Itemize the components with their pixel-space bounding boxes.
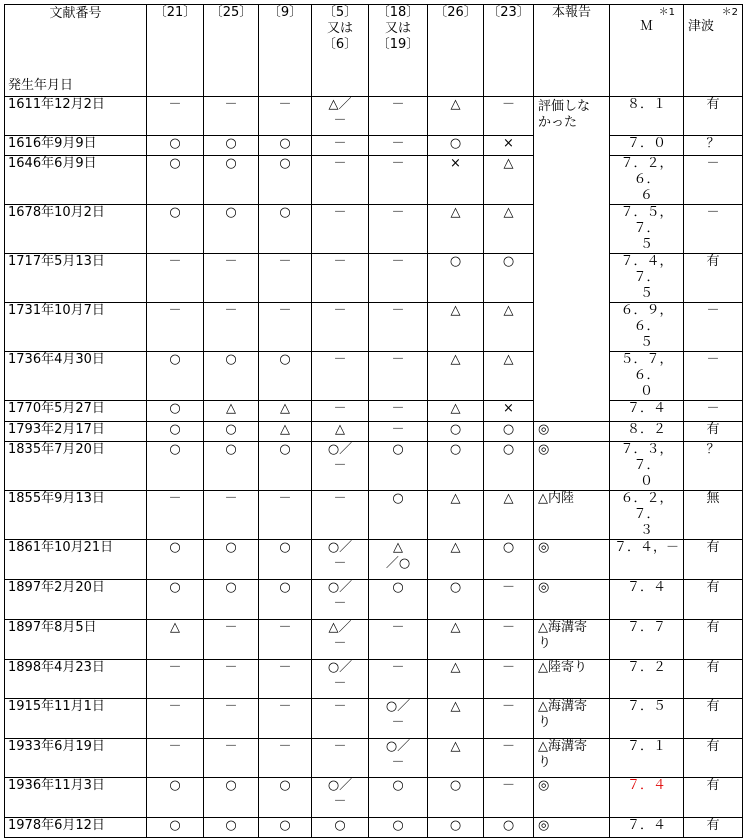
ref-cell-6: ○ bbox=[428, 422, 484, 442]
report-header: 本報告 bbox=[534, 5, 610, 97]
table-row bbox=[5, 254, 743, 303]
tsunami-cell: 有 bbox=[684, 97, 743, 136]
table-row bbox=[5, 401, 743, 422]
doc-date-header bbox=[5, 5, 147, 97]
magnitude-cell: ８．１ bbox=[610, 97, 684, 136]
ref-cell-3: ○ bbox=[259, 580, 312, 620]
tsunami-cell: 有 bbox=[684, 818, 743, 838]
ref-header-4: 〔5〕 又は 〔6〕 bbox=[312, 5, 369, 97]
tsunami-cell: 有 bbox=[684, 660, 743, 699]
table-row bbox=[5, 205, 743, 254]
ref-cell-1: － bbox=[147, 739, 204, 778]
magnitude-label: Ｍ bbox=[639, 19, 653, 34]
ref-cell-3: ○ bbox=[259, 136, 312, 156]
ref-cell-7: ○ bbox=[484, 442, 534, 491]
ref-cell-1: ○ bbox=[147, 401, 204, 422]
ref-cell-7: △ bbox=[484, 491, 534, 540]
ref-cell-3: △ bbox=[259, 401, 312, 422]
ref-cell-4: ○／ － bbox=[312, 580, 369, 620]
tsunami-cell: 無 bbox=[684, 491, 743, 540]
ref-cell-2: ○ bbox=[204, 540, 259, 580]
ref-cell-3: － bbox=[259, 491, 312, 540]
report-cell: △海溝寄 り bbox=[534, 699, 610, 739]
ref-cell-1: ○ bbox=[147, 136, 204, 156]
report-cell: ◎ bbox=[534, 540, 610, 580]
table-row bbox=[5, 156, 743, 205]
ref-cell-1: － bbox=[147, 699, 204, 739]
ref-cell-2: ○ bbox=[204, 205, 259, 254]
ref-cell-6: △ bbox=[428, 205, 484, 254]
ref-header-2: 〔25〕 bbox=[204, 5, 259, 97]
ref-cell-1: － bbox=[147, 97, 204, 136]
ref-cell-1: ○ bbox=[147, 580, 204, 620]
ref-cell-6: △ bbox=[428, 401, 484, 422]
ref-cell-7: － bbox=[484, 97, 534, 136]
ref-cell-4: － bbox=[312, 136, 369, 156]
table-row bbox=[5, 303, 743, 352]
magnitude-cell: ７．３，７． ０ bbox=[610, 442, 684, 491]
ref-header-3: 〔9〕 bbox=[259, 5, 312, 97]
tsunami-cell: ？ bbox=[684, 136, 743, 156]
table-row bbox=[5, 620, 743, 660]
ref-cell-1: ○ bbox=[147, 422, 204, 442]
ref-cell-5: － bbox=[369, 660, 428, 699]
ref-cell-4: ○ bbox=[312, 818, 369, 838]
date-cell: 1933年6月19日 bbox=[5, 739, 147, 778]
ref-cell-5: － bbox=[369, 136, 428, 156]
ref-cell-5: － bbox=[369, 156, 428, 205]
table-row bbox=[5, 580, 743, 620]
ref-cell-6: ○ bbox=[428, 442, 484, 491]
ref-cell-6: ○ bbox=[428, 778, 484, 818]
ref-cell-2: － bbox=[204, 699, 259, 739]
ref-cell-6: ○ bbox=[428, 818, 484, 838]
report-cell-merged: 評価しな かった bbox=[534, 97, 610, 422]
tsunami-cell: － bbox=[684, 205, 743, 254]
table-row bbox=[5, 699, 743, 739]
ref-cell-2: ○ bbox=[204, 442, 259, 491]
ref-cell-5: ○／ － bbox=[369, 699, 428, 739]
magnitude-cell: ７．２ bbox=[610, 660, 684, 699]
ref-cell-7: △ bbox=[484, 156, 534, 205]
table-row bbox=[5, 818, 743, 838]
magnitude-cell: ７．５，７． ５ bbox=[610, 205, 684, 254]
date-cell: 1646年6月9日 bbox=[5, 156, 147, 205]
ref-cell-1: ○ bbox=[147, 352, 204, 401]
ref-cell-3: ○ bbox=[259, 205, 312, 254]
tsunami-header bbox=[684, 5, 743, 97]
ref-cell-5: － bbox=[369, 422, 428, 442]
ref-cell-7: － bbox=[484, 580, 534, 620]
report-cell: △内陸 bbox=[534, 491, 610, 540]
tsunami-cell: － bbox=[684, 352, 743, 401]
ref-cell-4: ○／ － bbox=[312, 778, 369, 818]
ref-header-6: 〔26〕 bbox=[428, 5, 484, 97]
ref-cell-5: ○ bbox=[369, 491, 428, 540]
tsunami-cell: 有 bbox=[684, 620, 743, 660]
ref-cell-6: △ bbox=[428, 540, 484, 580]
magnitude-cell: ５．７，６． ０ bbox=[610, 352, 684, 401]
ref-cell-6: ○ bbox=[428, 136, 484, 156]
ref-cell-4: ○／ － bbox=[312, 660, 369, 699]
date-cell: 1731年10月7日 bbox=[5, 303, 147, 352]
tsunami-cell: 有 bbox=[684, 540, 743, 580]
ref-cell-5: － bbox=[369, 97, 428, 136]
ref-cell-7: △ bbox=[484, 205, 534, 254]
ref-cell-4: △ bbox=[312, 422, 369, 442]
ref-cell-6: △ bbox=[428, 97, 484, 136]
ref-cell-5: － bbox=[369, 205, 428, 254]
magnitude-cell: ７．１ bbox=[610, 739, 684, 778]
magnitude-cell: ７．２，６． ６ bbox=[610, 156, 684, 205]
table-row bbox=[5, 491, 743, 540]
ref-cell-7: △ bbox=[484, 303, 534, 352]
table-row bbox=[5, 136, 743, 156]
ref-cell-1: － bbox=[147, 660, 204, 699]
tsunami-cell: 有 bbox=[684, 422, 743, 442]
magnitude-cell: ７．４ bbox=[610, 401, 684, 422]
ref-header-1: 〔21〕 bbox=[147, 5, 204, 97]
ref-cell-5: － bbox=[369, 254, 428, 303]
ref-cell-6: △ bbox=[428, 620, 484, 660]
ref-cell-5: △ ／○ bbox=[369, 540, 428, 580]
ref-cell-6: △ bbox=[428, 491, 484, 540]
tsunami-cell: － bbox=[684, 156, 743, 205]
ref-cell-3: － bbox=[259, 660, 312, 699]
ref-cell-2: － bbox=[204, 620, 259, 660]
ref-cell-2: ○ bbox=[204, 422, 259, 442]
date-cell: 1717年5月13日 bbox=[5, 254, 147, 303]
magnitude-cell: ７．４，－ bbox=[610, 540, 684, 580]
ref-cell-6: △ bbox=[428, 699, 484, 739]
tsunami-cell: 有 bbox=[684, 580, 743, 620]
ref-cell-5: － bbox=[369, 303, 428, 352]
magnitude-cell: ６．９，６． ５ bbox=[610, 303, 684, 352]
table-row bbox=[5, 352, 743, 401]
ref-header-7: 〔23〕 bbox=[484, 5, 534, 97]
earthquake-table bbox=[4, 4, 743, 838]
magnitude-cell: ７．４ bbox=[610, 818, 684, 838]
ref-cell-3: － bbox=[259, 254, 312, 303]
ref-cell-2: ○ bbox=[204, 352, 259, 401]
tsunami-cell: 有 bbox=[684, 699, 743, 739]
date-cell: 1736年4月30日 bbox=[5, 352, 147, 401]
ref-cell-7: － bbox=[484, 620, 534, 660]
ref-cell-1: ○ bbox=[147, 540, 204, 580]
table-row bbox=[5, 660, 743, 699]
date-cell: 1897年2月20日 bbox=[5, 580, 147, 620]
ref-cell-5: ○ bbox=[369, 778, 428, 818]
table-row bbox=[5, 422, 743, 442]
report-cell: △陸寄り bbox=[534, 660, 610, 699]
date-cell: 1855年9月13日 bbox=[5, 491, 147, 540]
ref-cell-1: ○ bbox=[147, 778, 204, 818]
ref-cell-3: ○ bbox=[259, 352, 312, 401]
ref-cell-7: ○ bbox=[484, 422, 534, 442]
ref-cell-4: － bbox=[312, 739, 369, 778]
ref-cell-7: △ bbox=[484, 352, 534, 401]
date-cell: 1678年10月2日 bbox=[5, 205, 147, 254]
tsunami-cell: － bbox=[684, 401, 743, 422]
ref-cell-4: － bbox=[312, 352, 369, 401]
ref-cell-2: － bbox=[204, 491, 259, 540]
date-cell: 1898年4月23日 bbox=[5, 660, 147, 699]
report-cell: ◎ bbox=[534, 442, 610, 491]
ref-cell-7: ○ bbox=[484, 254, 534, 303]
ref-cell-7: － bbox=[484, 739, 534, 778]
ref-cell-2: － bbox=[204, 660, 259, 699]
report-cell: ◎ bbox=[534, 422, 610, 442]
ref-cell-2: △ bbox=[204, 401, 259, 422]
ref-cell-3: ○ bbox=[259, 540, 312, 580]
ref-cell-3: △ bbox=[259, 422, 312, 442]
ref-cell-4: － bbox=[312, 205, 369, 254]
ref-cell-4: △／ － bbox=[312, 620, 369, 660]
date-cell: 1770年5月27日 bbox=[5, 401, 147, 422]
table-row bbox=[5, 97, 743, 136]
date-cell: 1897年8月5日 bbox=[5, 620, 147, 660]
report-cell: ◎ bbox=[534, 778, 610, 818]
ref-cell-5: － bbox=[369, 401, 428, 422]
ref-cell-1: ○ bbox=[147, 156, 204, 205]
ref-header-5: 〔18〕 又は 〔19〕 bbox=[369, 5, 428, 97]
table-row bbox=[5, 739, 743, 778]
ref-cell-3: ○ bbox=[259, 818, 312, 838]
ref-cell-7: － bbox=[484, 699, 534, 739]
ref-cell-7: ○ bbox=[484, 540, 534, 580]
report-cell: ◎ bbox=[534, 818, 610, 838]
ref-cell-6: △ bbox=[428, 352, 484, 401]
ref-cell-5: ○ bbox=[369, 580, 428, 620]
date-cell: 1915年11月1日 bbox=[5, 699, 147, 739]
ref-cell-2: － bbox=[204, 303, 259, 352]
tsunami-cell: 有 bbox=[684, 254, 743, 303]
ref-cell-2: ○ bbox=[204, 156, 259, 205]
ref-cell-5: ○／ － bbox=[369, 739, 428, 778]
ref-cell-6: △ bbox=[428, 739, 484, 778]
ref-cell-7: － bbox=[484, 778, 534, 818]
report-cell: △海溝寄 り bbox=[534, 739, 610, 778]
ref-cell-1: ○ bbox=[147, 442, 204, 491]
ref-cell-2: － bbox=[204, 739, 259, 778]
report-cell: ◎ bbox=[534, 580, 610, 620]
date-cell: 1611年12月2日 bbox=[5, 97, 147, 136]
ref-cell-1: － bbox=[147, 303, 204, 352]
tsunami-cell: 有 bbox=[684, 739, 743, 778]
ref-cell-3: ○ bbox=[259, 156, 312, 205]
ref-cell-1: － bbox=[147, 254, 204, 303]
ref-cell-5: ○ bbox=[369, 442, 428, 491]
magnitude-header bbox=[610, 5, 684, 97]
ref-cell-2: － bbox=[204, 97, 259, 136]
ref-cell-3: ○ bbox=[259, 442, 312, 491]
ref-cell-7: ○ bbox=[484, 818, 534, 838]
ref-cell-5: ○ bbox=[369, 818, 428, 838]
magnitude-cell: ７．７ bbox=[610, 620, 684, 660]
magnitude-note: ＊1 bbox=[658, 7, 675, 18]
tsunami-cell: 有 bbox=[684, 778, 743, 818]
ref-cell-2: ○ bbox=[204, 778, 259, 818]
magnitude-cell: ７．４ bbox=[610, 778, 684, 818]
date-cell: 1861年10月21日 bbox=[5, 540, 147, 580]
ref-cell-3: ○ bbox=[259, 778, 312, 818]
table-row bbox=[5, 442, 743, 491]
ref-cell-6: △ bbox=[428, 660, 484, 699]
tsunami-label: 津波 bbox=[688, 19, 715, 34]
ref-cell-4: － bbox=[312, 491, 369, 540]
ref-cell-3: － bbox=[259, 303, 312, 352]
ref-cell-2: － bbox=[204, 254, 259, 303]
ref-cell-2: ○ bbox=[204, 580, 259, 620]
ref-cell-6: × bbox=[428, 156, 484, 205]
ref-cell-7: × bbox=[484, 136, 534, 156]
ref-cell-4: － bbox=[312, 699, 369, 739]
ref-cell-7: × bbox=[484, 401, 534, 422]
magnitude-cell: ７．４，７． ５ bbox=[610, 254, 684, 303]
ref-cell-4: － bbox=[312, 156, 369, 205]
tsunami-note: ＊2 bbox=[721, 7, 738, 18]
ref-cell-5: － bbox=[369, 620, 428, 660]
date-label: 発生年月日 bbox=[8, 78, 74, 93]
ref-cell-2: ○ bbox=[204, 818, 259, 838]
ref-cell-5: － bbox=[369, 352, 428, 401]
header-row bbox=[5, 5, 743, 97]
doc-number-label: 文献番号 bbox=[49, 6, 102, 21]
magnitude-cell: ８．２ bbox=[610, 422, 684, 442]
ref-cell-1: △ bbox=[147, 620, 204, 660]
ref-cell-3: － bbox=[259, 97, 312, 136]
ref-cell-6: ○ bbox=[428, 580, 484, 620]
date-cell: 1835年7月20日 bbox=[5, 442, 147, 491]
ref-cell-4: ○／ － bbox=[312, 442, 369, 491]
magnitude-cell: ７．４ bbox=[610, 580, 684, 620]
date-cell: 1793年2月17日 bbox=[5, 422, 147, 442]
table-row bbox=[5, 540, 743, 580]
ref-cell-1: ○ bbox=[147, 818, 204, 838]
ref-cell-2: ○ bbox=[204, 136, 259, 156]
date-cell: 1616年9月9日 bbox=[5, 136, 147, 156]
ref-cell-1: ○ bbox=[147, 205, 204, 254]
ref-cell-4: △／ － bbox=[312, 97, 369, 136]
tsunami-cell: ？ bbox=[684, 442, 743, 491]
ref-cell-7: － bbox=[484, 660, 534, 699]
magnitude-cell: ７．０ bbox=[610, 136, 684, 156]
table-row bbox=[5, 778, 743, 818]
ref-cell-3: － bbox=[259, 620, 312, 660]
date-cell: 1936年11月3日 bbox=[5, 778, 147, 818]
ref-cell-6: ○ bbox=[428, 254, 484, 303]
ref-cell-4: － bbox=[312, 303, 369, 352]
date-cell: 1978年6月12日 bbox=[5, 818, 147, 838]
report-cell: △海溝寄 り bbox=[534, 620, 610, 660]
ref-cell-1: － bbox=[147, 491, 204, 540]
magnitude-cell: ６．２，７． ３ bbox=[610, 491, 684, 540]
ref-cell-4: － bbox=[312, 254, 369, 303]
ref-cell-4: － bbox=[312, 401, 369, 422]
magnitude-cell: ７．５ bbox=[610, 699, 684, 739]
ref-cell-4: ○／ － bbox=[312, 540, 369, 580]
ref-cell-6: △ bbox=[428, 303, 484, 352]
tsunami-cell: － bbox=[684, 303, 743, 352]
ref-cell-3: － bbox=[259, 699, 312, 739]
ref-cell-3: － bbox=[259, 739, 312, 778]
